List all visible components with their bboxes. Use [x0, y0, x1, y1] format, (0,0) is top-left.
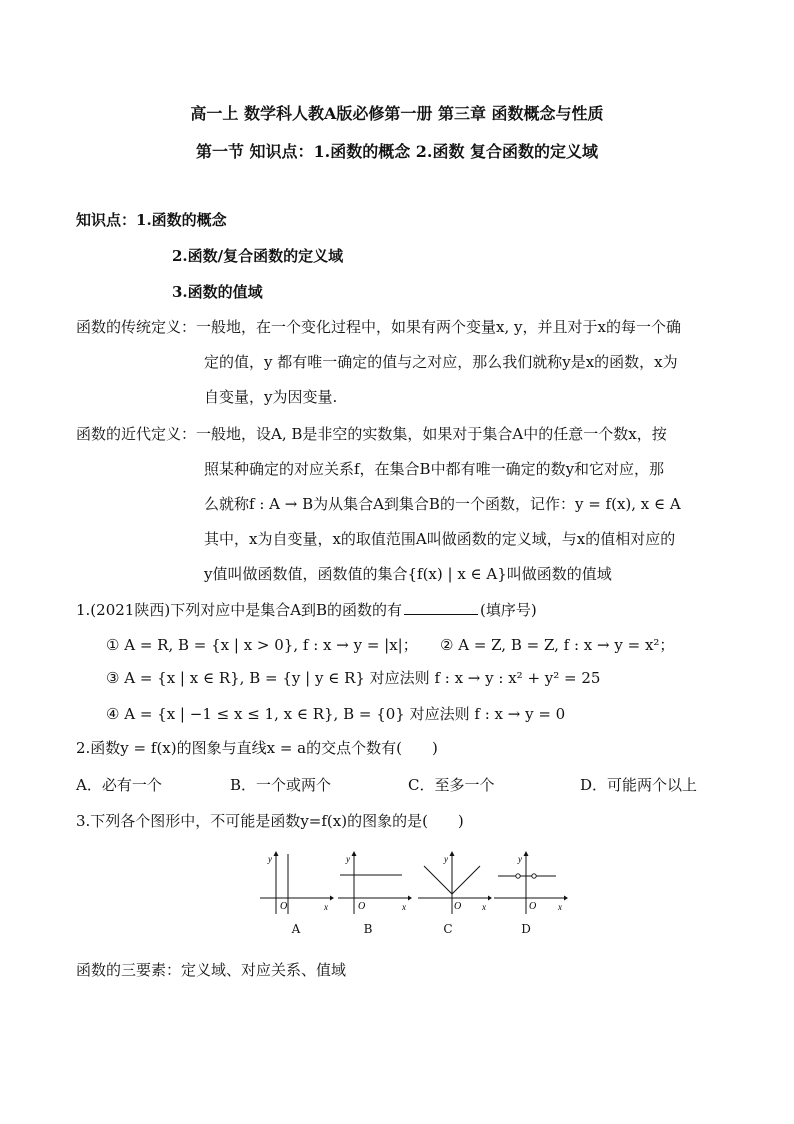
traditional-def-line-3: 自变量，y为因变量.	[204, 388, 338, 406]
graph-d	[492, 850, 568, 916]
knowledge-item-3: 3.函数的值域	[172, 283, 263, 301]
hollow-point	[516, 874, 520, 878]
modern-def-line-3: 么就称f : A → B为从集合A到集合B的一个函数，记作：y = f(x), x ∈ A	[204, 495, 681, 513]
graph-d-label: D	[521, 922, 531, 936]
traditional-def-text-1: 一般地，在一个变化过程中，如果有两个变量x, y，并且对于x的每一个确	[196, 318, 681, 336]
graph-a	[258, 850, 334, 916]
origin-label: O	[529, 901, 537, 912]
page-title: 高一上 数学科人教A版必修第一册 第三章 函数概念与性质	[190, 104, 604, 123]
modern-def-line-2: 照某种确定的对应关系f，在集合B中都有唯一确定的数y和它对应，那	[204, 460, 665, 478]
graph-b-label: B	[363, 922, 373, 936]
page-subtitle: 第一节 知识点：1.函数的概念 2.函数 复合函数的定义域	[195, 142, 599, 161]
q1-option-1: ① A = R, B = {x | x > 0}, f : x → y = |x|；	[106, 636, 418, 654]
modern-def-text-1: 一般地，设A, B是非空的实数集，如果对于集合A中的任意一个数x，按	[196, 425, 667, 443]
three-elements-note: 函数的三要素：定义域、对应关系、值域	[76, 961, 347, 979]
knowledge-list	[76, 210, 227, 230]
hollow-point	[532, 874, 536, 878]
q1-stem	[76, 600, 537, 620]
x-label: x	[324, 902, 328, 912]
x-label: x	[558, 902, 562, 912]
origin-label: O	[358, 901, 366, 912]
traditional-def-label: 函数的传统定义：	[76, 318, 197, 336]
traditional-def-line-1	[76, 317, 681, 337]
modern-def-line-5: y值叫做函数值，函数值的集合{f(x) | x ∈ A}叫做函数的值域	[204, 565, 612, 583]
q1-option-3: ③ A = {x | x ∈ R}, B = {y | y ∈ R} 对应法则 f : x → y : x² + y² = 25	[106, 669, 601, 687]
knowledge-item-1: 1.函数的概念	[136, 211, 227, 229]
q2-option-a: A．必有一个	[76, 776, 162, 794]
q1-stem-text: 1.(2021陕西)下列对应中是集合A到B的函数的有	[76, 601, 403, 619]
y-label: y	[518, 854, 522, 864]
origin-label: O	[454, 901, 462, 912]
y-axis-arrow	[450, 851, 455, 856]
y-label: y	[346, 854, 350, 864]
y-axis-arrow	[274, 851, 279, 856]
q2-option-b: B．一个或两个	[230, 776, 332, 794]
modern-def-line-1	[76, 424, 667, 444]
q1-stem-suffix: (填序号)	[480, 601, 537, 619]
q3-stem: 3.下列各个图形中，不可能是函数y=f(x)的图象的是( )	[76, 812, 464, 830]
y-axis-arrow	[352, 851, 357, 856]
x-axis-arrow	[330, 896, 334, 901]
knowledge-label: 知识点：	[76, 211, 137, 229]
origin-label: O	[280, 901, 288, 912]
answer-blank	[404, 600, 478, 615]
graph-b	[336, 850, 412, 916]
graph-c	[416, 850, 492, 916]
x-axis-arrow	[408, 896, 412, 901]
q2-stem: 2.函数y = f(x)的图象与直线x = a的交点个数有( )	[76, 739, 438, 757]
graph-a-label: A	[291, 922, 301, 936]
q1-option-2: ② A = Z, B = Z, f : x → y = x²；	[440, 636, 675, 654]
knowledge-item-2: 2.函数/复合函数的定义域	[172, 247, 344, 265]
q2-option-d: D．可能两个以上	[580, 776, 698, 794]
x-label: x	[402, 902, 406, 912]
q1-option-4: ④ A = {x | −1 ≤ x ≤ 1, x ∈ R}, B = {0} 对应法则 f : x → y = 0	[106, 705, 566, 723]
y-label: y	[268, 854, 272, 864]
modern-def-label: 函数的近代定义：	[76, 425, 197, 443]
q2-option-c: C．至多一个	[408, 776, 495, 794]
x-label: x	[482, 902, 486, 912]
x-axis-arrow	[564, 896, 568, 901]
modern-def-line-4: 其中，x为自变量，x的取值范围A叫做函数的定义域，与x的值相对应的	[204, 530, 676, 548]
graph-c-label: C	[443, 922, 453, 936]
traditional-def-line-2: 定的值，y 都有唯一确定的值与之对应，那么我们就称y是x的函数，x为	[204, 353, 678, 371]
y-axis-arrow	[524, 851, 529, 856]
y-label: y	[444, 854, 448, 864]
